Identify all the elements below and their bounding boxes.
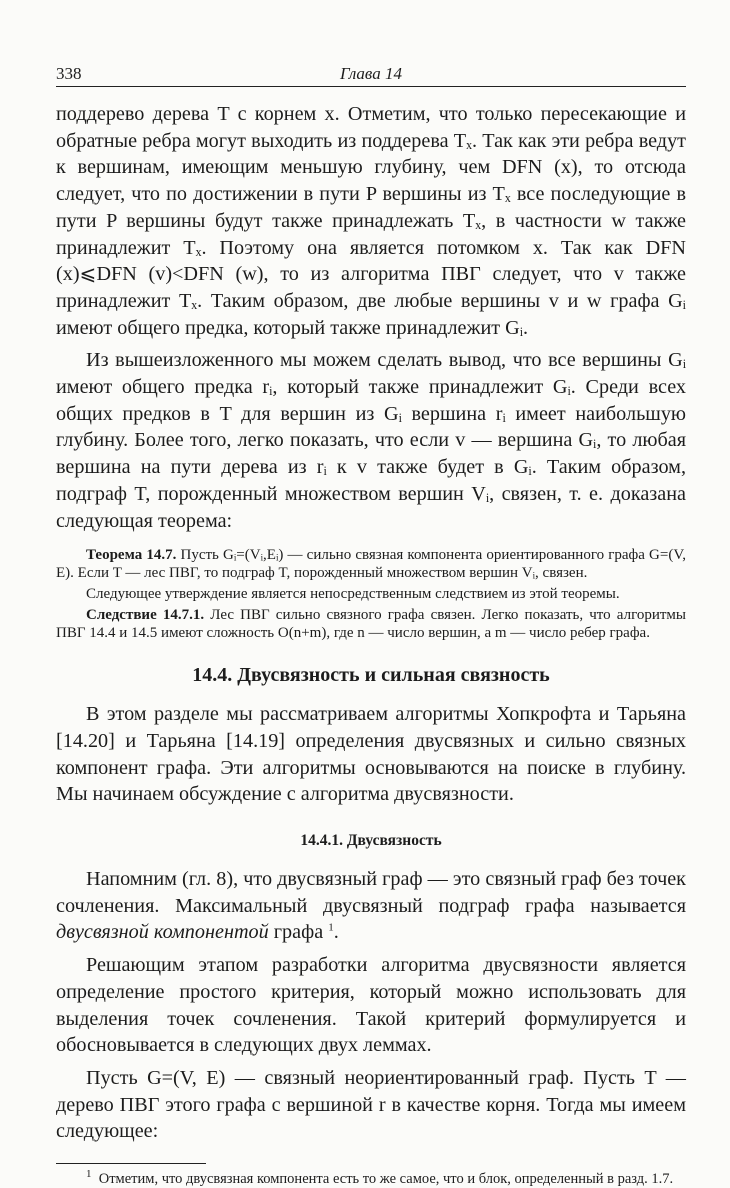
running-header: [56, 60, 686, 87]
paragraph-5-start: Напомним (гл. 8), что двусвязный граф — это связный граф без точек сочленения. Максимальный двусвязный подграф графа называется: [56, 868, 686, 917]
footnote: [56, 1170, 686, 1188]
theorem-label: Теорема 14.7.: [86, 547, 177, 564]
paragraph-4: В этом разделе мы рассматриваем алгоритмы Хопкрофта и Тарьяна [14.20] и Тарьяна [14.19] определения двусвязных и сильно связных компонент графа. Эти алгоритмы основываются на поиске в глубину. Мы начинаем обсуждение с алгоритма двусвязности.: [56, 703, 686, 806]
chapter-title: Глава 14: [340, 64, 402, 83]
theorem-text: Пусть Gᵢ=(Vᵢ,Eᵢ) — сильно связная компонента ориентированного графа G=(V, E). Если T — лес ПВГ, то подграф T, порожденный множеством вершин Vᵢ, связен.: [56, 547, 686, 582]
corollary-text: Лес ПВГ сильно связного графа связен. Легко показать, что алгоритмы ПВГ 14.4 и 14.5 имеют сложность O(n+m), где n — число вершин, а m — число ребер графа.: [56, 607, 686, 642]
paragraph-2: Из вышеизложенного мы можем сделать вывод, что все вершины Gᵢ имеют общего предка rᵢ, который также принадлежит Gᵢ. Среди всех общих предков в T для вершин из Gᵢ вершина rᵢ имеет наибольшую глубину. Более того, легко показать, что если v — вершина Gᵢ, то любая вершина на пути дерева из rᵢ к v также будет в Gᵢ. Таким образом, подграф T, порожденный множеством вершин Vᵢ, связен, т. е. доказана следующая теорема:: [56, 349, 686, 532]
footnote-mark: 1: [328, 921, 334, 934]
paragraph-7: Пусть G=(V, E) — связный неориентированный граф. Пусть T — дерево ПВГ этого графа с вершиной r в качестве корня. Тогда мы имеем следующее:: [56, 1066, 686, 1143]
subsection-title: 14.4.1. Двусвязность: [300, 832, 442, 850]
section-title: 14.4. Двусвязность и сильная связность: [192, 664, 550, 687]
footnote-text: Отметим, что двусвязная компонента есть то же самое, что и блок, определенный в разд. 1.7.: [98, 1171, 674, 1188]
footnote-rule: [56, 1163, 206, 1164]
page-number: 338: [56, 64, 82, 83]
paragraph-1: поддерево дерева T с корнем x. Отметим, что только пересекающие и обратные ребра могут выходить из поддерева Tₓ. Так как эти ребра ведут к вершинам, имеющим меньшую глубину, чем DFN (x), то отсюда следует, что по достижении в пути P вершины из Tₓ все последующие в пути P вершины будут также принадлежать Tₓ, в частности w также принадлежит Tₓ. Поэтому она является потомком x. Так как DFN (x)⩽DFN (v)<DFN (w), то из алгоритма ПВГ следует, что v также принадлежит Tₓ. Таким образом, две любые вершины v и w графа Gᵢ имеют общего предка, который также принадлежит Gᵢ.: [56, 103, 686, 339]
term-biconnected-component: двусвязной компонентой: [56, 921, 269, 944]
book-page: [56, 60, 686, 1188]
footnote-number: 1: [86, 1168, 92, 1181]
corollary-label: Следствие 14.7.1.: [86, 607, 205, 624]
theorem-14-7: [56, 546, 686, 582]
paragraph-5-end: графа: [273, 921, 324, 944]
paragraph-6: Решающим этапом разработки алгоритма двусвязности является определение простого критерия, который можно использовать для выделения точек сочленения. Такой критерий формулируется и обосновывается в следующих двух леммах.: [56, 954, 686, 1057]
paragraph-5: Напомним (гл. 8), что двусвязный граф — это связный граф без точек сочленения. Максимальный двусвязный подграф графа называется двусвязной компонентой графа $^1$.: [56, 868, 686, 944]
corollary-14-7-1: [56, 606, 686, 642]
paragraph-3: Следующее утверждение является непосредственным следствием из этой теоремы.: [86, 586, 620, 603]
